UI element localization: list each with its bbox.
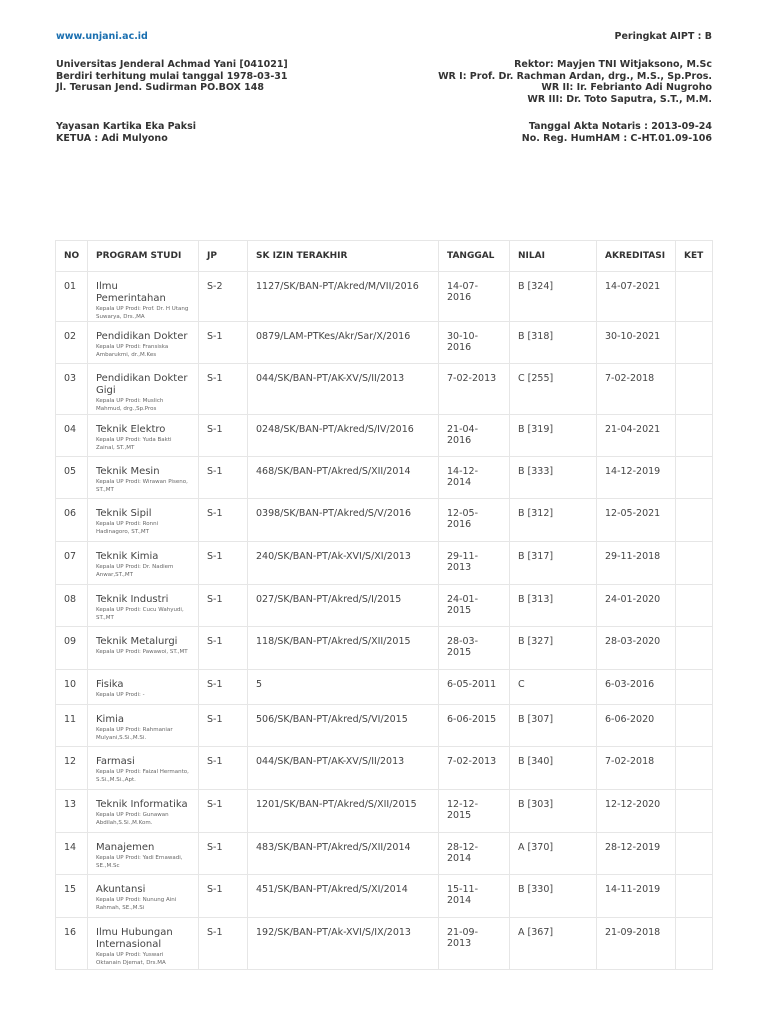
notary-date: Tanggal Akta Notaris : 2013-09-24	[528, 121, 712, 132]
vice-rector-1: WR I: Prof. Dr. Rachman Ardan, drg., M.S., Sp.Pros.	[438, 70, 712, 82]
program-name: Manajemen	[96, 842, 155, 853]
website-link[interactable]: www.unjani.ac.id	[56, 31, 148, 42]
cell-nilai: B [303]	[510, 790, 597, 833]
cell-nilai: B [330]	[510, 875, 597, 918]
cell-nilai: B [324]	[510, 272, 597, 322]
program-head: Kepala UP Prodi: -	[96, 692, 145, 698]
cell-program	[88, 705, 199, 747]
cell-akreditasi: 7-02-2018	[597, 747, 676, 790]
cell-ket	[676, 542, 713, 585]
table-row	[56, 790, 713, 833]
cell-program	[88, 457, 199, 499]
cell-program	[88, 875, 199, 918]
cell-jp: S-1	[199, 670, 248, 705]
column-header-ket: KET	[676, 241, 713, 272]
cell-no: 11	[56, 705, 88, 747]
cell-tanggal: 21-09-2013	[439, 918, 510, 970]
program-name: Pendidikan Dokter Gigi	[96, 373, 188, 396]
cell-no: 03	[56, 364, 88, 415]
cell-tanggal: 24-01-2015	[439, 585, 510, 627]
cell-program	[88, 585, 199, 627]
cell-akreditasi: 14-11-2019	[597, 875, 676, 918]
program-head: Kepala UP Prodi: Gunawan Abdilah,S.Si.,M.Kom.	[96, 812, 169, 826]
cell-jp: S-1	[199, 499, 248, 542]
program-head: Kepala UP Prodi: Wirawan Piseno, ST.,MT	[96, 479, 188, 493]
program-name: Teknik Kimia	[96, 551, 159, 562]
foundation-chair: KETUA : Adi Mulyono	[56, 132, 168, 144]
aipt-ranking: Peringkat AIPT : B	[614, 31, 712, 42]
cell-sk: 044/SK/BAN-PT/AK-XV/S/II/2013	[248, 364, 439, 415]
vice-rector-2: WR II: Ir. Febrianto Adi Nugroho	[541, 82, 712, 93]
cell-program	[88, 542, 199, 585]
cell-sk: 044/SK/BAN-PT/AK-XV/S/II/2013	[248, 747, 439, 790]
table-row	[56, 457, 713, 499]
rector: Rektor: Mayjen TNI Witjaksono, M.Sc	[514, 59, 712, 70]
cell-program	[88, 322, 199, 364]
cell-akreditasi: 6-06-2020	[597, 705, 676, 747]
table-row	[56, 670, 713, 705]
table-header-row	[56, 241, 713, 272]
cell-akreditasi: 14-07-2021	[597, 272, 676, 322]
cell-sk: 1201/SK/BAN-PT/Akred/S/XII/2015	[248, 790, 439, 833]
cell-ket	[676, 364, 713, 415]
program-name: Ilmu Pemerintahan	[96, 281, 166, 304]
column-header-tanggal: TANGGAL	[439, 241, 510, 272]
program-head: Kepala UP Prodi: Ronni Hadinagoro, ST.,MT	[96, 521, 159, 535]
cell-ket	[676, 415, 713, 457]
cell-sk: 0879/LAM-PTKes/Akr/Sar/X/2016	[248, 322, 439, 364]
cell-akreditasi: 6-03-2016	[597, 670, 676, 705]
cell-tanggal: 12-05-2016	[439, 499, 510, 542]
cell-nilai: B [333]	[510, 457, 597, 499]
cell-nilai: B [317]	[510, 542, 597, 585]
cell-nilai: C	[510, 670, 597, 705]
cell-sk: 027/SK/BAN-PT/Akred/S/I/2015	[248, 585, 439, 627]
cell-sk: 483/SK/BAN-PT/Akred/S/XII/2014	[248, 833, 439, 875]
column-header-no: NO	[56, 241, 88, 272]
cell-nilai: B [313]	[510, 585, 597, 627]
program-head: Kepala UP Prodi: Rahmaniar Mulyani,S.Si.,M.Si.	[96, 727, 173, 741]
foundation-name: Yayasan Kartika Eka Paksi	[56, 121, 197, 132]
cell-program	[88, 627, 199, 670]
cell-no: 15	[56, 875, 88, 918]
cell-tanggal: 14-12-2014	[439, 457, 510, 499]
cell-sk: 1127/SK/BAN-PT/Akred/M/VII/2016	[248, 272, 439, 322]
cell-akreditasi: 28-12-2019	[597, 833, 676, 875]
cell-tanggal: 29-11-2013	[439, 542, 510, 585]
program-name: Farmasi	[96, 756, 135, 767]
column-header-program: PROGRAM STUDI	[88, 241, 199, 272]
university-info	[56, 59, 288, 94]
cell-nilai: A [367]	[510, 918, 597, 970]
table-row	[56, 833, 713, 875]
cell-nilai: B [340]	[510, 747, 597, 790]
cell-nilai: A [370]	[510, 833, 597, 875]
table-row	[56, 499, 713, 542]
cell-nilai: B [319]	[510, 415, 597, 457]
cell-ket	[676, 670, 713, 705]
column-header-nilai: NILAI	[510, 241, 597, 272]
cell-no: 10	[56, 670, 88, 705]
cell-no: 13	[56, 790, 88, 833]
cell-sk: 506/SK/BAN-PT/Akred/S/VI/2015	[248, 705, 439, 747]
cell-ket	[676, 918, 713, 970]
column-header-jp: JP	[199, 241, 248, 272]
table-row	[56, 918, 713, 970]
cell-nilai: B [327]	[510, 627, 597, 670]
program-head: Kepala UP Prodi: Pawawoi, ST.,MT	[96, 649, 188, 655]
cell-no: 06	[56, 499, 88, 542]
cell-tanggal: 6-06-2015	[439, 705, 510, 747]
program-head: Kepala UP Prodi: Dr. Nadiem Anwar,ST.,MT	[96, 564, 174, 578]
cell-jp: S-1	[199, 415, 248, 457]
cell-tanggal: 7-02-2013	[439, 747, 510, 790]
cell-tanggal: 28-12-2014	[439, 833, 510, 875]
vice-rector-3: WR III: Dr. Toto Saputra, S.T., M.M.	[527, 93, 712, 105]
cell-sk: 240/SK/BAN-PT/Ak-XVI/S/XI/2013	[248, 542, 439, 585]
cell-tanggal: 7-02-2013	[439, 364, 510, 415]
cell-tanggal: 30-10-2016	[439, 322, 510, 364]
program-name: Akuntansi	[96, 884, 146, 895]
cell-ket	[676, 322, 713, 364]
column-header-akreditasi: AKREDITASI	[597, 241, 676, 272]
cell-jp: S-1	[199, 875, 248, 918]
program-head: Kepala UP Prodi: Muslich Mahmud, drg.,Sp.Pros	[96, 398, 164, 412]
foundation-info	[56, 121, 196, 144]
cell-jp: S-1	[199, 833, 248, 875]
program-head: Kepala UP Prodi: Fransiska Ambarukmi, dr.,M.Kes	[96, 344, 169, 358]
cell-jp: S-1	[199, 747, 248, 790]
cell-ket	[676, 875, 713, 918]
program-name: Pendidikan Dokter	[96, 331, 188, 342]
cell-jp: S-1	[199, 364, 248, 415]
cell-no: 07	[56, 542, 88, 585]
program-name: Kimia	[96, 714, 124, 725]
cell-akreditasi: 29-11-2018	[597, 542, 676, 585]
cell-jp: S-1	[199, 322, 248, 364]
cell-tanggal: 6-05-2011	[439, 670, 510, 705]
table-row	[56, 627, 713, 670]
cell-no: 09	[56, 627, 88, 670]
cell-nilai: B [318]	[510, 322, 597, 364]
cell-sk: 0398/SK/BAN-PT/Akred/S/V/2016	[248, 499, 439, 542]
program-head: Kepala UP Prodi: Cucu Wahyudi, ST.,MT	[96, 607, 184, 621]
cell-program	[88, 918, 199, 970]
cell-no: 01	[56, 272, 88, 322]
program-head: Kepala UP Prodi: Nunung Aini Rahmah, SE.,M.Si	[96, 897, 177, 911]
cell-sk: 5	[248, 670, 439, 705]
program-head: Kepala UP Prodi: Yuswari Oktanain Djemat, Drs.MA	[96, 952, 166, 966]
cell-akreditasi: 21-04-2021	[597, 415, 676, 457]
cell-sk: 192/SK/BAN-PT/Ak-XVI/S/IX/2013	[248, 918, 439, 970]
cell-jp: S-1	[199, 705, 248, 747]
cell-sk: 118/SK/BAN-PT/Akred/S/XII/2015	[248, 627, 439, 670]
cell-nilai: C [255]	[510, 364, 597, 415]
cell-jp: S-2	[199, 272, 248, 322]
cell-no: 08	[56, 585, 88, 627]
cell-akreditasi: 12-05-2021	[597, 499, 676, 542]
cell-sk: 451/SK/BAN-PT/Akred/S/XI/2014	[248, 875, 439, 918]
cell-jp: S-1	[199, 542, 248, 585]
cell-program	[88, 272, 199, 322]
cell-akreditasi: 14-12-2019	[597, 457, 676, 499]
legal-info	[522, 121, 712, 144]
cell-ket	[676, 499, 713, 542]
program-name: Teknik Informatika	[96, 799, 188, 810]
cell-program	[88, 790, 199, 833]
cell-akreditasi: 21-09-2018	[597, 918, 676, 970]
table-row	[56, 322, 713, 364]
cell-no: 12	[56, 747, 88, 790]
cell-jp: S-1	[199, 790, 248, 833]
cell-tanggal: 28-03-2015	[439, 627, 510, 670]
cell-program	[88, 747, 199, 790]
table-row	[56, 364, 713, 415]
cell-ket	[676, 627, 713, 670]
cell-akreditasi: 7-02-2018	[597, 364, 676, 415]
program-head: Kepala UP Prodi: Yadi Ernawadi, SE.,M.Sc	[96, 855, 183, 869]
program-head: Kepala UP Prodi: Prof. Dr. H Utang Suwarya, Drs.,MA	[96, 306, 189, 320]
cell-no: 05	[56, 457, 88, 499]
cell-no: 04	[56, 415, 88, 457]
cell-akreditasi: 30-10-2021	[597, 322, 676, 364]
cell-program	[88, 670, 199, 705]
cell-sk: 0248/SK/BAN-PT/Akred/S/IV/2016	[248, 415, 439, 457]
program-name: Teknik Industri	[96, 594, 169, 605]
table-row	[56, 415, 713, 457]
cell-program	[88, 364, 199, 415]
cell-akreditasi: 12-12-2020	[597, 790, 676, 833]
cell-nilai: B [312]	[510, 499, 597, 542]
program-name: Teknik Elektro	[96, 424, 166, 435]
cell-ket	[676, 705, 713, 747]
cell-program	[88, 415, 199, 457]
registration-number: No. Reg. HumHAM : C-HT.01.09-106	[521, 132, 712, 144]
cell-ket	[676, 457, 713, 499]
university-name: Universitas Jenderal Achmad Yani [041021]	[56, 59, 288, 70]
program-name: Teknik Metalurgi	[96, 636, 178, 647]
cell-akreditasi: 28-03-2020	[597, 627, 676, 670]
address: Jl. Terusan Jend. Sudirman PO.BOX 148	[56, 82, 265, 93]
cell-program	[88, 833, 199, 875]
cell-ket	[676, 585, 713, 627]
table-row	[56, 585, 713, 627]
cell-tanggal: 21-04-2016	[439, 415, 510, 457]
cell-tanggal: 15-11-2014	[439, 875, 510, 918]
cell-tanggal: 12-12-2015	[439, 790, 510, 833]
cell-no: 02	[56, 322, 88, 364]
study-program-table	[55, 240, 713, 970]
program-head: Kepala UP Prodi: Yuda Bakti Zainal, ST.,MT	[96, 437, 172, 451]
program-name: Teknik Mesin	[96, 466, 160, 477]
program-name: Teknik Sipil	[96, 508, 152, 519]
leadership-info	[438, 59, 712, 105]
table-row	[56, 705, 713, 747]
cell-ket	[676, 747, 713, 790]
cell-jp: S-1	[199, 457, 248, 499]
program-head: Kepala UP Prodi: Faizal Hermanto, S.Si.,M.Si.,Apt.	[96, 769, 189, 783]
program-name: Fisika	[96, 679, 124, 690]
cell-no: 16	[56, 918, 88, 970]
table-row	[56, 542, 713, 585]
cell-ket	[676, 833, 713, 875]
cell-jp: S-1	[199, 627, 248, 670]
cell-ket	[676, 272, 713, 322]
table-row	[56, 272, 713, 322]
founded-date: Berdiri terhitung mulai tanggal 1978-03-31	[56, 70, 288, 82]
cell-ket	[676, 790, 713, 833]
cell-nilai: B [307]	[510, 705, 597, 747]
cell-tanggal: 14-07-2016	[439, 272, 510, 322]
cell-no: 14	[56, 833, 88, 875]
cell-program	[88, 499, 199, 542]
cell-sk: 468/SK/BAN-PT/Akred/S/XII/2014	[248, 457, 439, 499]
table-row	[56, 875, 713, 918]
column-header-sk: SK IZIN TERAKHIR	[248, 241, 439, 272]
program-name: Ilmu Hubungan Internasional	[96, 927, 173, 950]
table-row	[56, 747, 713, 790]
cell-jp: S-1	[199, 585, 248, 627]
cell-akreditasi: 24-01-2020	[597, 585, 676, 627]
cell-jp: S-1	[199, 918, 248, 970]
